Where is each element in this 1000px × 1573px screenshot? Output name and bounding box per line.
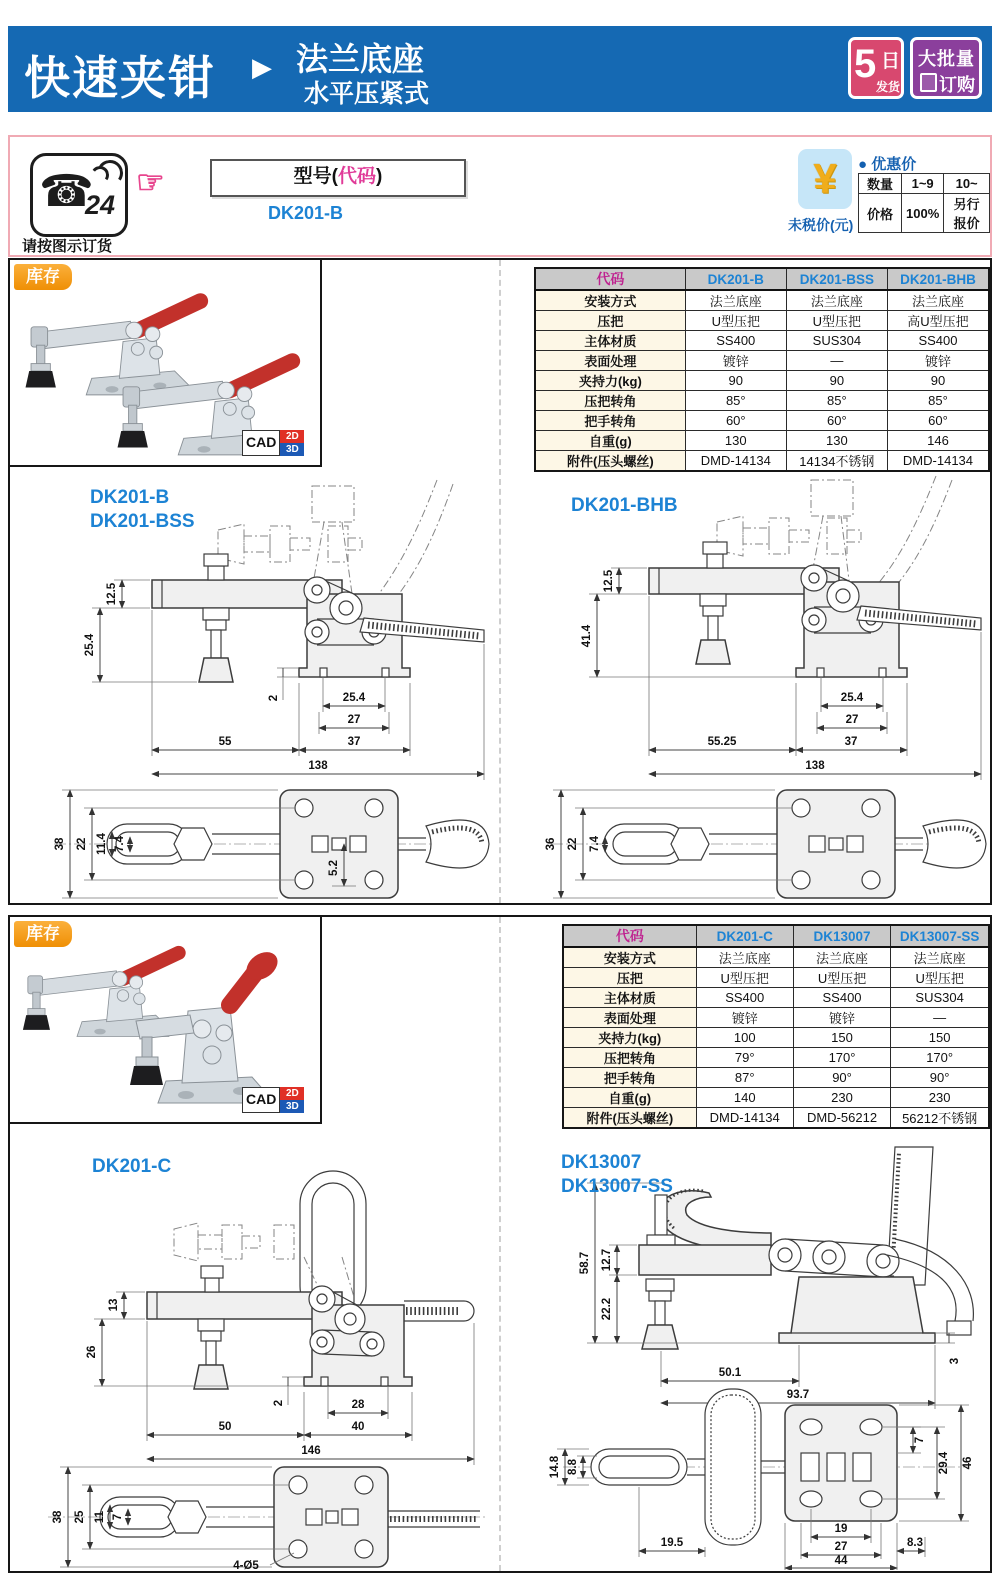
discount-price-label [858,153,916,174]
spec-cell: — [786,351,887,371]
spec-cell: 法兰底座 [793,947,891,968]
spec-cell: 法兰底座 [891,947,989,968]
price-cell: 10~ [944,174,990,194]
ship-5day-badge [848,37,904,99]
spec-row-label: 压把 [535,311,685,331]
drawing-title [90,486,195,534]
spec-cell: 60° [685,411,786,431]
bulk-order-badge [910,37,982,99]
spec-cell: — [891,1008,989,1028]
cad-3d-badge: 3D [280,443,304,456]
spec-cell: 79° [696,1048,793,1068]
dim-label: 38 [54,837,66,851]
dim-label: 3 [949,1357,961,1365]
photo-box [10,260,322,467]
spec-row-label: 自重(g) [535,431,685,451]
spec-cell: U型压把 [696,968,793,988]
spec-cell: 146 [887,431,989,451]
dim-label: 55 [218,736,232,748]
bulk-badge-line1: 大批量 [918,49,975,69]
spec-row [563,1048,989,1068]
dim-label: 25.4 [84,633,96,657]
spec-row [535,290,989,311]
spec-row-label: 压把 [563,968,696,988]
spec-row-label: 附件(压头螺丝) [535,451,685,472]
technical-drawing-side [12,1137,498,1570]
drawing-model: DK201-B [90,487,170,508]
technical-drawing-side [12,472,498,902]
yen-price-icon: ¥ [798,149,852,209]
dim-label: 27 [834,1541,848,1553]
price-cell: 1~9 [902,174,944,194]
drawing-title [92,1155,171,1179]
spec-row [563,947,989,968]
spec-row [535,311,989,331]
spec-cell: 230 [793,1088,891,1108]
side-dimensions [84,580,484,780]
spec-cell: 85° [786,391,887,411]
spec-cell: SUS304 [891,988,989,1008]
spec-cell: 60° [786,411,887,431]
spec-model: DK201-BSS [786,268,887,290]
model-code-box [210,159,466,197]
dim-label: 11 [94,1510,106,1524]
spec-cell: 90 [786,371,887,391]
spec-cell: 130 [685,431,786,451]
spec-row-label: 把手转角 [535,411,685,431]
spec-cell: 法兰底座 [786,290,887,311]
spec-cell: U型压把 [891,968,989,988]
spec-row-label: 夹持力(kg) [563,1028,696,1048]
spec-row-label: 把手转角 [563,1068,696,1088]
price-cell: 100% [902,194,944,233]
cad-badge[interactable] [242,430,304,456]
example-model-code: DK201-B [268,203,344,223]
ship-badge-number: 5 [854,42,877,86]
dim-label: 11.4 [96,833,108,855]
spec-cell: 85° [685,391,786,411]
order-form-icon [920,73,937,92]
dim-label: 50.1 [718,1367,742,1379]
cad-2d3d [280,1087,304,1113]
spec-cell: DMD-14134 [685,451,786,472]
spec-row-label: 表面处理 [563,1008,696,1028]
clamp-bottom-view [563,1389,969,1545]
phone-24-label: 24 [85,190,116,220]
spec-model: DK201-B [685,268,786,290]
spec-row-label: 安装方式 [563,947,696,968]
spec-cell: U型压把 [786,311,887,331]
price-row [859,174,990,194]
dim-label: 41.4 [581,624,593,648]
bullet-icon: ● [858,156,868,173]
spec-cell: 100 [696,1028,793,1048]
spec-cell: 87° [696,1068,793,1088]
spec-cell: 230 [891,1088,989,1108]
spec-row [563,968,989,988]
dim-label: 26 [86,1345,98,1359]
dim-label: 37 [347,736,361,748]
dim-label: 138 [308,760,328,772]
dim-label: 12.5 [106,582,118,606]
ship-badge-sub: 发货 [876,80,901,94]
spec-row-label: 主体材质 [535,331,685,351]
spec-model: DK201-BHB [887,268,989,290]
dim-label: 28 [351,1399,365,1411]
dim-label: 93.7 [786,1389,810,1401]
spec-cell: 170° [891,1048,989,1068]
spec-cell: DMD-56212 [793,1108,891,1129]
cad-label: CAD [242,1087,280,1113]
spec-cell: 170° [793,1048,891,1068]
dim-label: 19.5 [660,1537,684,1549]
dim-label: 27 [347,714,361,726]
dim-label: 7.4 [589,836,601,852]
spec-row [535,431,989,451]
drawing-panel-dk201c [12,1137,498,1570]
spec-row-label: 自重(g) [563,1088,696,1108]
spec-cell: 60° [887,411,989,431]
spec-header-label: 代码 [563,925,696,947]
spec-row-label: 表面处理 [535,351,685,371]
spec-row-label: 压把转角 [535,391,685,411]
stock-badge: 库存 [14,921,72,947]
spec-row [563,1088,989,1108]
cad-label: CAD [242,430,280,456]
arrow-right-icon: ▶ [252,52,272,82]
drawing-model: DK13007 [561,1152,642,1173]
clamp-side-view [152,554,484,682]
dim-label: 46 [962,1456,974,1470]
spec-header-row [563,925,989,947]
technical-drawing-side [499,1137,990,1570]
drawing-model: DK13007-SS [561,1176,673,1197]
spec-cell: DMD-14134 [887,451,989,472]
dim-label: 8.8 [567,1459,579,1475]
spec-cell: SS400 [793,988,891,1008]
price-table [858,173,990,233]
catalog-page [0,18,1000,1573]
spec-cell: 法兰底座 [685,290,786,311]
model-box-prefix: 型号( [293,166,338,187]
clamp-side-view [649,542,981,677]
cad-badge[interactable] [242,1087,304,1113]
spec-header-label: 代码 [535,268,685,290]
page-subtitle-1: 法兰底座 [296,41,425,77]
price-cell: 价格 [859,194,902,233]
dim-label: 12.7 [601,1248,613,1272]
dim-label: 50 [218,1421,232,1433]
dim-label: 25.4 [342,692,366,704]
spec-cell: U型压把 [793,968,891,988]
page-subtitle-2: 水平压紧式 [304,80,430,108]
drawing-panel-dk201bhb [499,472,990,902]
spec-row [535,411,989,431]
spec-cell: 90° [793,1068,891,1088]
dim-label: 22 [567,837,579,851]
spec-row [535,451,989,472]
drawing-title [571,494,678,518]
dim-label: 37 [844,736,858,748]
photo-box [10,917,322,1124]
bulk-badge-line2: 订购 [939,75,975,95]
spec-row [535,391,989,411]
drawing-title [561,1151,673,1199]
page-header [8,26,992,112]
spec-row-label: 压把转角 [563,1048,696,1068]
discount-text: 优惠价 [871,156,917,173]
side-dimensions [581,568,981,780]
drawing-model: DK201-BHB [571,495,678,516]
spec-cell: 150 [891,1028,989,1048]
drawing-model: DK201-C [92,1156,172,1177]
clamp-side-view [639,1147,973,1349]
spec-cell: 镀锌 [887,351,989,371]
spec-cell: 56212不锈钢 [891,1108,989,1129]
page-title: 快速夹钳 [24,52,216,104]
model-box-suffix: ) [376,166,383,187]
spec-cell: 14134不锈钢 [786,451,887,472]
spec-cell: 镀锌 [696,1008,793,1028]
dim-label: 13 [108,1298,120,1312]
spec-row [535,331,989,351]
spec-cell: SS400 [696,988,793,1008]
spec-row [535,371,989,391]
spec-row [535,351,989,371]
dim-label: 5.2 [328,860,340,876]
spec-model: DK201-C [696,925,793,947]
price-row [859,194,990,233]
dim-label: 40 [351,1421,365,1433]
cad-2d-badge: 2D [280,430,304,443]
cad-3d-badge: 3D [280,1100,304,1113]
dim-label: 58.7 [579,1251,591,1275]
spec-table [534,267,990,472]
phone-24h-icon [30,153,128,237]
untaxed-price-label: 未税价(元) [788,217,854,233]
technical-drawing-side [499,472,990,902]
telephone-icon: ☎ [39,167,94,216]
spec-model: DK13007-SS [891,925,989,947]
spec-cell: U型压把 [685,311,786,331]
spec-cell: SS400 [685,331,786,351]
dim-label: 2 [273,1399,285,1407]
spec-cell: 150 [793,1028,891,1048]
dim-label: 25.4 [840,692,864,704]
spec-cell: SS400 [887,331,989,351]
spec-header-row [535,268,989,290]
dim-label: 138 [805,760,825,772]
dim-label: 22.2 [601,1297,613,1321]
spec-row-label: 夹持力(kg) [535,371,685,391]
dim-label: 2 [268,694,280,702]
price-cell: 数量 [859,174,902,194]
spec-row [563,1068,989,1088]
spec-cell: 140 [696,1088,793,1108]
spec-row-label: 附件(压头螺丝) [563,1108,696,1129]
drawing-panel-dk201b [12,472,498,902]
spec-cell: 90° [891,1068,989,1088]
pointing-finger-icon: ☞ [136,164,165,200]
clamp-top-view [551,790,986,898]
dim-label: 8.3 [907,1537,923,1549]
dim-label: 7.4 [114,836,126,852]
dim-label: 36 [545,837,557,851]
spec-row [563,988,989,1008]
spec-cell: 镀锌 [793,1008,891,1028]
dim-label: 7 [112,1513,124,1521]
dim-label: 27 [845,714,859,726]
spec-cell: 镀锌 [685,351,786,371]
spec-row-label: 主体材质 [563,988,696,1008]
spec-row [563,1028,989,1048]
cad-2d-badge: 2D [280,1087,304,1100]
dim-label: 55.25 [707,736,737,748]
spec-cell: 85° [887,391,989,411]
dim-label: 12.5 [603,569,615,593]
drawing-model: DK201-BSS [90,511,195,532]
drawing-panel-dk13007 [499,1137,990,1570]
spec-row [563,1108,989,1129]
spec-cell: 法兰底座 [696,947,793,968]
dim-label: 38 [52,1510,64,1524]
dim-label: 146 [301,1445,321,1457]
spec-model: DK13007 [793,925,891,947]
spec-row-label: 安装方式 [535,290,685,311]
spec-row [563,1008,989,1028]
order-info-box [8,135,992,257]
spec-cell: SUS304 [786,331,887,351]
spec-cell: DMD-14134 [696,1108,793,1129]
dim-label: 29.4 [938,1451,950,1475]
spec-cell: 高U型压把 [887,311,989,331]
product-section-dk201b [8,258,992,905]
order-note: 请按图示订货 [22,238,113,255]
cad-2d3d [280,430,304,456]
spec-cell: 90 [685,371,786,391]
dim-label: 19 [834,1523,848,1535]
dim-label: 14.8 [549,1455,561,1479]
spec-cell: 法兰底座 [887,290,989,311]
dim-label: 7 [914,1436,926,1444]
spec-cell: 130 [786,431,887,451]
dim-label: 25 [74,1510,86,1524]
dim-label: 44 [834,1555,848,1567]
spec-cell: 90 [887,371,989,391]
model-box-code: 代码 [337,166,376,187]
ship-badge-unit: 日 [881,51,901,72]
price-cell: 另行报价 [944,194,990,233]
dim-label: 22 [76,837,88,851]
product-section-dk201c [8,915,992,1573]
dim-label: 4-Ø5 [233,1560,259,1570]
spec-table [562,924,990,1129]
stock-badge: 库存 [14,264,72,290]
